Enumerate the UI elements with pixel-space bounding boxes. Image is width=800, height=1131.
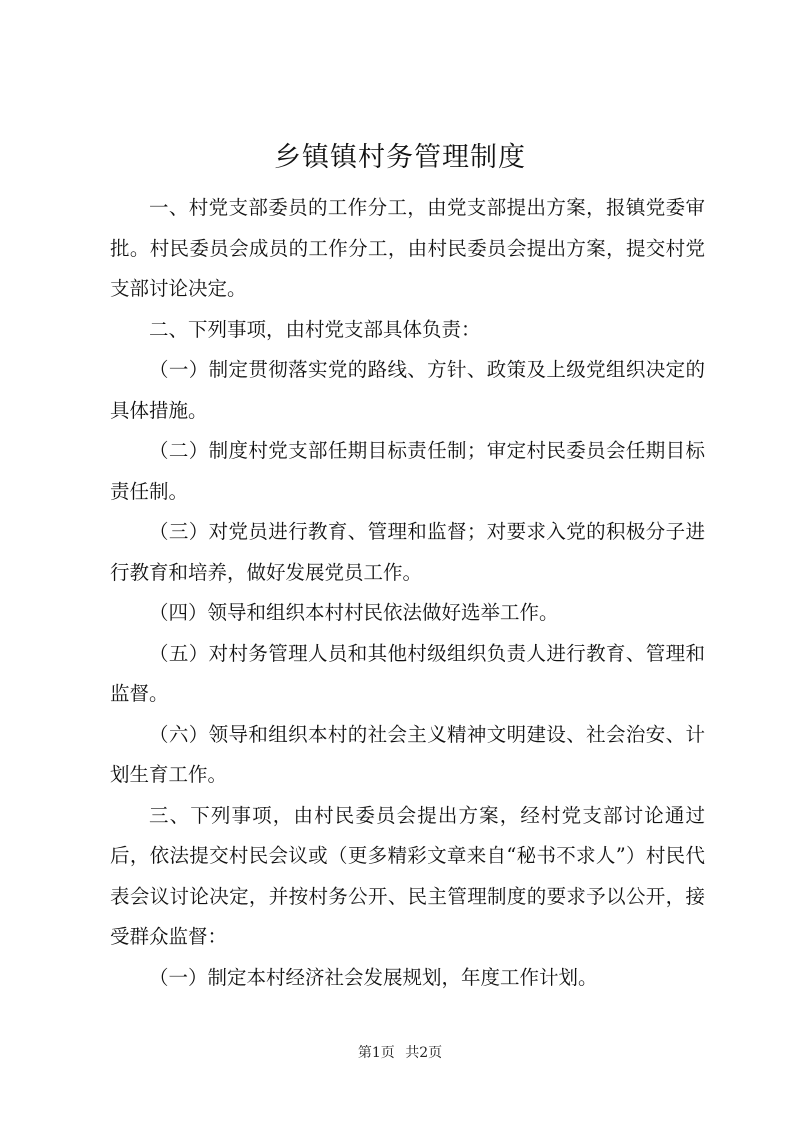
- paragraph-5: （三）对党员进行教育、管理和监督；对要求入党的积极分子进行教育和培养，做好发展党员工作。: [110, 520, 705, 584]
- document-title: 乡镇镇村务管理制度: [274, 142, 526, 173]
- paragraph-1: 一、村党支部委员的工作分工，由党支部提出方案，报镇党委审批。村民委员会成员的工作分工，由村民委员会提出方案，提交村党支部讨论决定。: [110, 196, 705, 300]
- paragraph-4: （二）制度村党支部任期目标责任制；审定村民委员会任期目标责任制。: [110, 439, 705, 503]
- document-body: [110, 188, 705, 998]
- page-total: 共2页: [405, 1045, 443, 1061]
- paragraph-2: 二、下列事项，由村党支部具体负责：: [149, 317, 481, 341]
- page-number: 第1页: [357, 1045, 395, 1061]
- paragraph-6: （四）领导和组织本村村民依法做好选举工作。: [149, 601, 559, 624]
- paragraph-7: （五）对村务管理人员和其他村级组织负责人进行教育、管理和监督。: [110, 641, 705, 705]
- paragraph-3: （一）制定贯彻落实党的路线、方针、政策及上级党组织决定的具体措施。: [110, 358, 705, 422]
- paragraph-10: （一）制定本村经济社会发展规划，年度工作计划。: [149, 965, 598, 989]
- paragraph-9: 三、下列事项，由村民委员会提出方案，经村党支部讨论通过后，依法提交村民会议或（更多精彩文章来自“秘书不求人”）村民代表会议讨论决定，并按村务公开、民主管理制度的要求予以公开，接受群众监督：: [110, 803, 705, 948]
- paragraph-8: （六）领导和组织本村的社会主义精神文明建设、社会治安、计划生育工作。: [110, 722, 705, 786]
- page-footer: [0, 1043, 800, 1063]
